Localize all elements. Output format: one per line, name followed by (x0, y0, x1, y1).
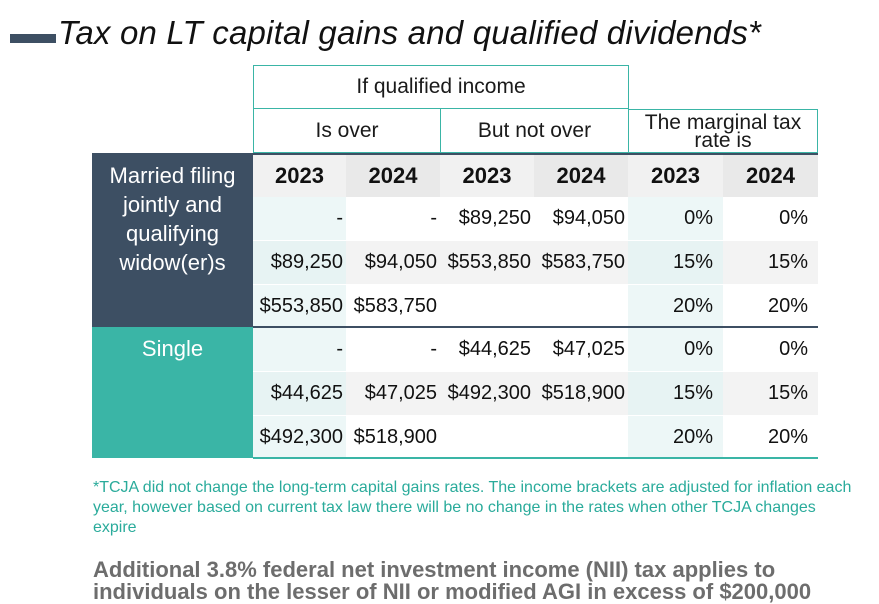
married-row-2-cell-5: 20% (723, 285, 818, 328)
single-row-2-cell-4: 20% (628, 416, 723, 459)
row-label-single: Single (92, 327, 253, 458)
married-row-0-cell-4: 0% (628, 197, 723, 240)
year-header-4: 2023 (628, 154, 723, 197)
married-row-0-cell-2: $89,250 (440, 197, 534, 240)
single-row-2-cell-0: $492,300 (253, 416, 346, 459)
married-row-1-cell-5: 15% (723, 241, 818, 284)
married-row-0-cell-5: 0% (723, 197, 818, 240)
separator-married-bottom (253, 326, 818, 328)
married-row-0-cell-0: - (253, 197, 346, 240)
single-row-0-cell-5: 0% (723, 328, 818, 371)
married-row-2-cell-4: 20% (628, 285, 723, 328)
married-row-1-cell-2: $553,850 (440, 241, 534, 284)
married-row-1-cell-3: $583,750 (534, 241, 628, 284)
single-row-1-cell-2: $492,300 (440, 372, 534, 415)
year-header-0: 2023 (253, 154, 346, 197)
year-header-1: 2024 (346, 154, 440, 197)
single-row-1-cell-0: $44,625 (253, 372, 346, 415)
single-row-1-cell-4: 15% (628, 372, 723, 415)
header-marginal-rate: The marginal tax rate is (628, 109, 818, 153)
single-row-0-cell-3: $47,025 (534, 328, 628, 371)
header-is-over: Is over (253, 109, 441, 153)
single-row-0-cell-4: 0% (628, 328, 723, 371)
married-row-2-cell-1: $583,750 (346, 285, 440, 328)
year-header-2: 2023 (440, 154, 534, 197)
single-row-0-cell-1: - (346, 328, 440, 371)
row-label-married: Married filing jointly and qualifying widow(er)s (92, 153, 253, 327)
single-row-2-cell-2 (440, 416, 534, 459)
nii-note: Additional 3.8% federal net investment income (NII) tax applies to individuals on the lesser of NII or modified AGI in excess of $200,000 (93, 557, 812, 604)
header-but-not-over: But not over (440, 109, 629, 153)
married-row-0-cell-1: - (346, 197, 440, 240)
single-row-2-cell-1: $518,900 (346, 416, 440, 459)
separator-single-bottom (253, 457, 818, 459)
single-row-2-cell-3 (534, 416, 628, 459)
single-row-0-cell-2: $44,625 (440, 328, 534, 371)
year-header-5: 2024 (723, 154, 818, 197)
single-row-1-cell-3: $518,900 (534, 372, 628, 415)
header-if-qualified-income: If qualified income (253, 65, 629, 109)
year-header-3: 2024 (534, 154, 628, 197)
married-row-2-cell-0: $553,850 (253, 285, 346, 328)
single-row-0-cell-0: - (253, 328, 346, 371)
married-row-1-cell-4: 15% (628, 241, 723, 284)
married-row-1-cell-1: $94,050 (346, 241, 440, 284)
married-row-1-cell-0: $89,250 (253, 241, 346, 284)
single-row-1-cell-1: $47,025 (346, 372, 440, 415)
married-row-0-cell-3: $94,050 (534, 197, 628, 240)
single-row-2-cell-5: 20% (723, 416, 818, 459)
separator-top (253, 153, 818, 155)
page-title: Tax on LT capital gains and qualified dividends* (58, 14, 762, 51)
single-row-1-cell-5: 15% (723, 372, 818, 415)
married-row-2-cell-2 (440, 285, 534, 328)
title-accent-bar (10, 34, 56, 43)
married-row-2-cell-3 (534, 285, 628, 328)
footnote: *TCJA did not change the long-term capital gains rates. The income brackets are adjusted for inflation each year, however based on current tax law there will be no change in the rates when other TCJA changes expire (93, 479, 852, 536)
